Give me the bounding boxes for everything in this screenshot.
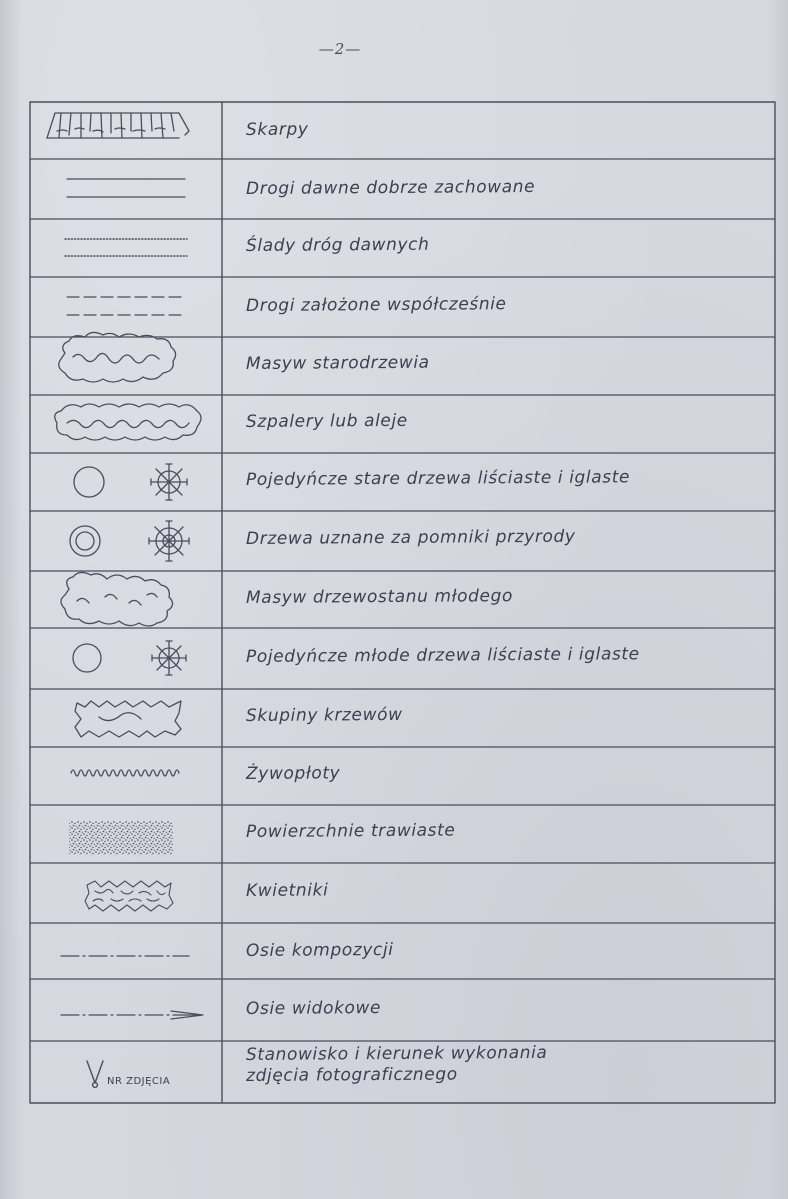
- photo-number-caption: NR ZDJĘCIA: [107, 1076, 171, 1087]
- double-dashed-line-symbol: [67, 297, 185, 315]
- single-young-trees-symbol: [73, 641, 186, 675]
- legend-label-szpalery: Szpalery lub aleje: [245, 410, 408, 432]
- grass-area-symbol: [69, 821, 173, 855]
- legend-label-slady-drog: Ślady dróg dawnych: [245, 234, 430, 256]
- flower-bed-symbol: [85, 881, 173, 911]
- legend-label-stanowisko-line-1: Stanowisko i kierunek wykonania: [245, 1042, 548, 1065]
- legend-label-skarpy: Skarpy: [245, 119, 309, 140]
- legend-label-osie-widokowe: Osie widokowe: [245, 998, 382, 1019]
- page-number: —2—: [318, 40, 362, 58]
- young-tree-mass-symbol: [61, 572, 173, 626]
- natural-monument-trees-symbol: [70, 521, 189, 561]
- legend-label-stanowisko-line-2: zdjęcia fotograficznego: [246, 1064, 458, 1086]
- legend-label-drogi-wspolczesne: Drogi założone współcześnie: [245, 294, 507, 316]
- legend-label-kwietniki: Kwietniki: [245, 880, 329, 901]
- legend-label-drogi-dawne: Drogi dawne dobrze zachowane: [245, 176, 536, 199]
- hedge-symbol: [71, 770, 179, 776]
- legend-label-drzewostan-mlody: Masyw drzewostanu młodego: [245, 586, 514, 608]
- page-shadow-left: [0, 0, 22, 1199]
- double-solid-line-symbol: [67, 179, 185, 197]
- single-old-trees-symbol: [74, 464, 187, 500]
- legend-label-powierzchnie-trawiaste: Powierzchnie trawiaste: [245, 820, 456, 842]
- shrub-group-symbol: [75, 701, 181, 737]
- double-dotted-line-symbol: [65, 239, 187, 256]
- legend-label-osie-kompozycji: Osie kompozycji: [245, 939, 394, 961]
- legend-label-skupiny-krzewow: Skupiny krzewów: [245, 704, 403, 726]
- legend-label-pojedyncze-stare: Pojedyńcze stare drzewa liściaste i iglaste: [245, 467, 631, 490]
- old-tree-mass-symbol: [59, 332, 176, 382]
- legend-label-pojedyncze-mlode: Pojedyńcze młode drzewa liściaste i iglaste: [245, 644, 640, 667]
- legend-label-zywoploty: Żywopłoty: [245, 763, 341, 784]
- tree-row-symbol: [55, 404, 201, 440]
- legend-table: [29, 101, 776, 1104]
- photo-position-symbol: [87, 1061, 103, 1087]
- legend-label-masyw-starodrzewia: Masyw starodrzewia: [245, 352, 430, 374]
- view-axis-arrow-symbol: [61, 1011, 203, 1019]
- legend-label-pomniki-przyrody: Drzewa uznane za pomniki przyrody: [245, 526, 576, 549]
- escarpment-symbol: [47, 113, 189, 138]
- legend-label-stanowisko: [246, 1043, 548, 1087]
